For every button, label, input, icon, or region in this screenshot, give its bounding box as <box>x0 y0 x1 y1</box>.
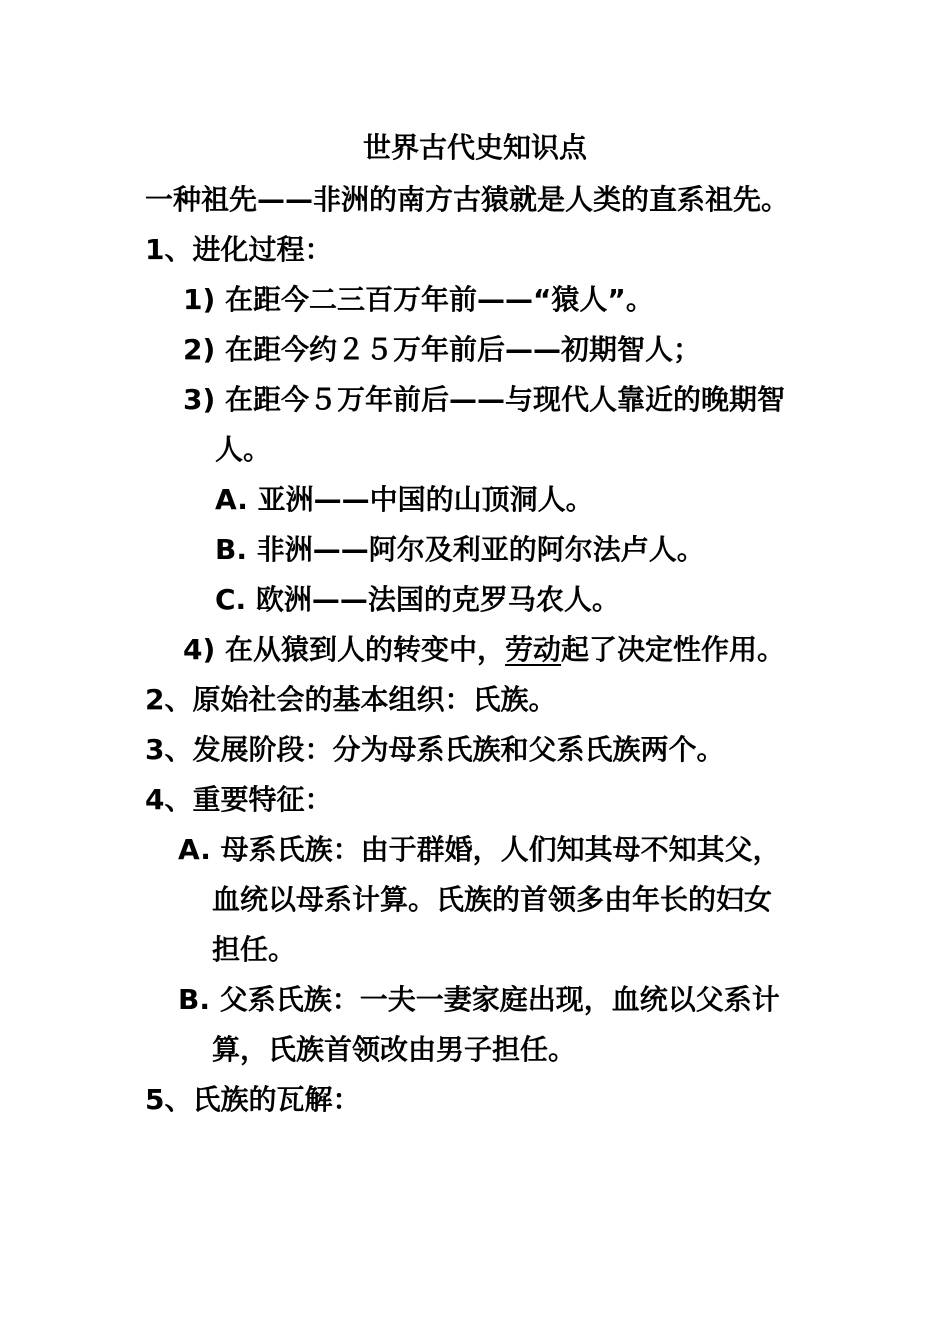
item-4-text-post: 起了决定性作用。 <box>561 633 786 666</box>
section-4-sub-b-line-2: 算，氏族首领改由男子担任。 <box>212 1033 577 1066</box>
section-1-item-1: 1) 在距今二三百万年前——“猿人”。 <box>183 283 654 316</box>
page-title: 世界古代史知识点 <box>362 131 587 164</box>
section-4-heading: 4、重要特征： <box>145 783 333 816</box>
section-2-line: 2、原始社会的基本组织：氏族。 <box>145 683 557 716</box>
section-4-sub-b-line-1: B. 父系氏族：一夫一妻家庭出现，血统以父系计 <box>178 983 780 1016</box>
intro-line: 一种祖先——非洲的南方古猿就是人类的直系祖先。 <box>145 183 790 216</box>
section-4-sub-a-line-1: A. 母系氏族：由于群婚，人们知其母不知其父， <box>178 833 781 866</box>
section-4-sub-a-line-3: 担任。 <box>212 933 297 966</box>
section-1-sub-b: B. 非洲——阿尔及利亚的阿尔法卢人。 <box>215 533 705 566</box>
item-4-text-pre: 4) 在从猿到人的转变中， <box>183 633 506 666</box>
section-1-item-4 <box>183 630 785 670</box>
section-1-sub-a: A. 亚洲——中国的山顶洞人。 <box>215 483 594 516</box>
section-3-line: 3、发展阶段：分为母系氏族和父系氏族两个。 <box>145 733 725 766</box>
underlined-keyword: 劳动 <box>505 633 562 666</box>
section-1-heading: 1、进化过程： <box>145 233 333 266</box>
section-1-sub-c: C. 欧洲——法国的克罗马农人。 <box>215 583 620 616</box>
section-1-item-3-cont: 人。 <box>215 433 272 466</box>
section-1-item-2: 2) 在距今约２５万年前后——初期智人； <box>183 333 702 366</box>
section-1-item-3: 3) 在距今５万年前后——与现代人靠近的晚期智 <box>183 383 786 416</box>
section-5-heading: 5、氏族的瓦解： <box>145 1083 361 1116</box>
section-4-sub-a-line-2: 血统以母系计算。氏族的首领多由年长的妇女 <box>212 883 773 916</box>
